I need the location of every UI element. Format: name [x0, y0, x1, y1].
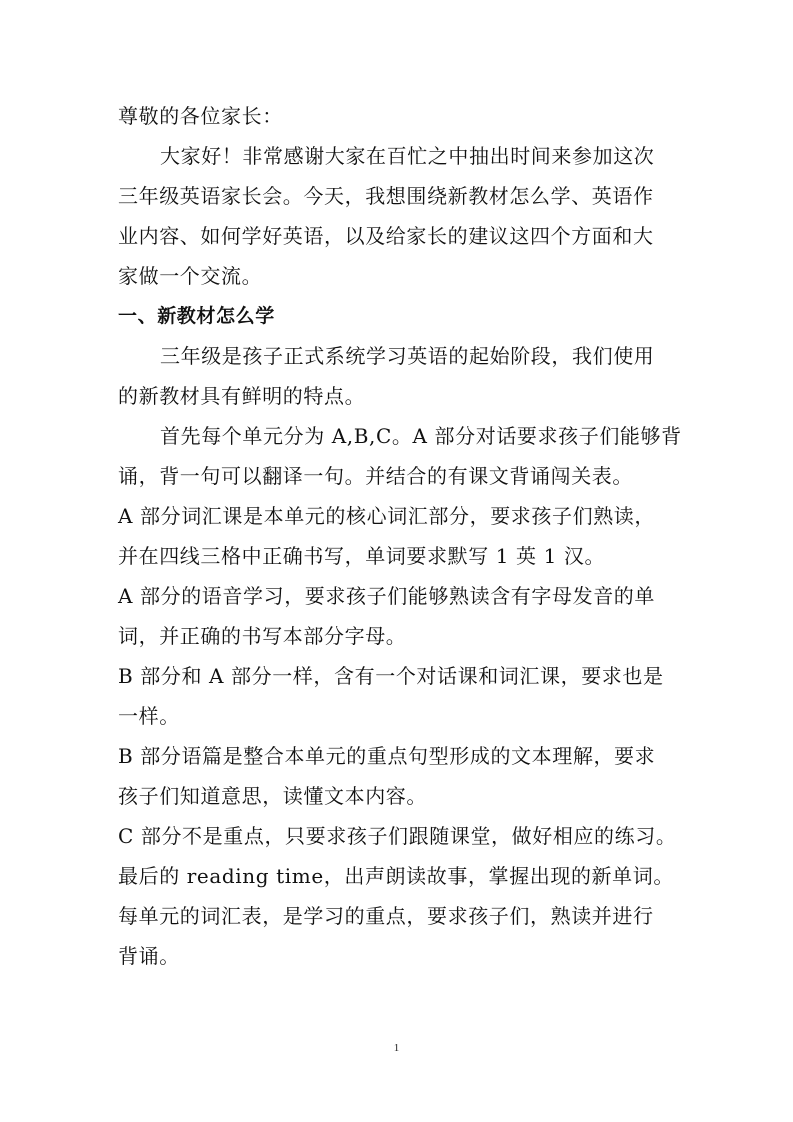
paragraph-line: 的新教材具有鲜明的特点。: [118, 384, 366, 408]
paragraph-line: 三年级是孩子正式系统学习英语的起始阶段，我们使用: [160, 344, 655, 368]
document-page: [118, 96, 682, 976]
paragraph-line: 诵，背一句可以翻译一句。并结合的有课文背诵闯关表。: [118, 464, 633, 488]
paragraph-line: 最后的 reading time，出声朗读故事，掌握出现的新单词。: [118, 864, 674, 888]
page-number: 1: [393, 1042, 400, 1054]
paragraph-line: 首先每个单元分为 A,B,C。A 部分对话要求孩子们能够背: [160, 424, 682, 448]
section-heading: 一、新教材怎么学: [118, 305, 275, 327]
paragraph-line: B 部分语篇是整合本单元的重点句型形成的文本理解，要求: [118, 744, 656, 768]
paragraph-line: A 部分词汇课是本单元的核心词汇部分，要求孩子们熟读，: [118, 504, 656, 528]
intro-line: 三年级英语家长会。今天，我想围绕新教材怎么学、英语作: [118, 184, 654, 208]
paragraph-line: 孩子们知道意思，读懂文本内容。: [118, 784, 427, 808]
paragraph-line: 背诵。: [118, 944, 180, 968]
paragraph-line: 并在四线三格中正确书写，单词要求默写 1 英 1 汉。: [118, 544, 606, 568]
paragraph-line: 一样。: [118, 704, 180, 728]
intro-line: 家做一个交流。: [118, 264, 263, 288]
intro-line: 大家好！非常感谢大家在百忙之中抽出时间来参加这次: [160, 144, 655, 168]
paragraph-line: 词，并正确的书写本部分字母。: [118, 624, 407, 648]
paragraph-line: 每单元的词汇表，是学习的重点，要求孩子们，熟读并进行: [118, 904, 654, 928]
salutation: 尊敬的各位家长：: [118, 104, 283, 128]
intro-line: 业内容、如何学好英语，以及给家长的建议这四个方面和大: [118, 224, 654, 248]
paragraph-line: C 部分不是重点，只要求孩子们跟随课堂，做好相应的练习。: [118, 824, 677, 848]
paragraph-line: A 部分的语音学习，要求孩子们能够熟读含有字母发音的单: [118, 584, 656, 608]
paragraph-line: B 部分和 A 部分一样，含有一个对话课和词汇课，要求也是: [118, 664, 664, 688]
